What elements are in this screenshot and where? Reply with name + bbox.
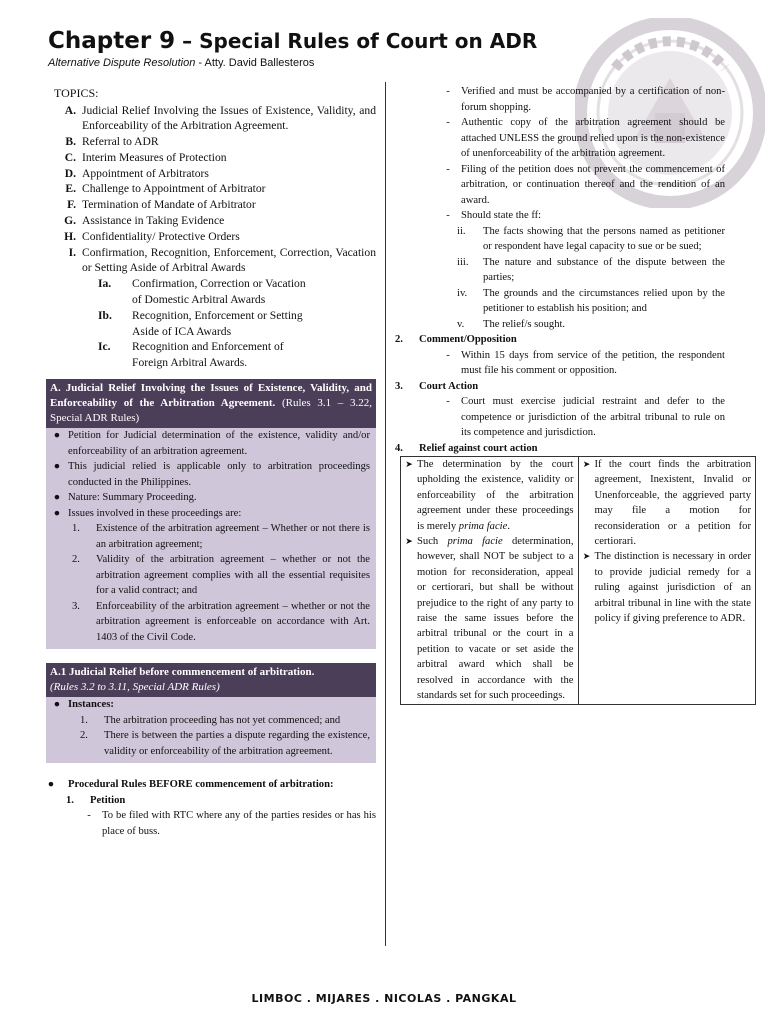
- roman-numeral: iii.: [457, 256, 469, 268]
- instance-text: The arbitration proceeding has not yet commenced; and: [104, 714, 341, 726]
- section-a-heading: A. Judicial Relief Involving the Issues of Existence, Validity, and Enforceability of the Arbitration Agreement. (Rules 3.1 – 3.22, Special ADR Rules): [46, 379, 376, 428]
- topic-text: Appointment of Arbitrators: [82, 166, 209, 180]
- relief-right-point: [579, 549, 752, 626]
- topic-item: [46, 213, 376, 229]
- relief-left-point: [401, 534, 574, 703]
- section-a-bullet: [46, 428, 376, 459]
- section-a-bullets: [46, 428, 376, 521]
- court-action-heading: 3. Court Action: [395, 380, 479, 392]
- topic-subtext: Recognition and Enforcement of Foreign Arbitral Awards.: [132, 340, 284, 370]
- topic-subtext: Recognition, Enforcement or Setting Aside of ICA Awards: [132, 308, 303, 338]
- petition-heading: 1. Petition: [66, 794, 126, 806]
- instance-item: [46, 713, 376, 729]
- topic-text: Referral to ADR: [82, 135, 159, 149]
- issue-item: [46, 552, 376, 599]
- topic-text: Judicial Relief Involving the Issues of Existence, Validity, and Enforceability of the Arbitration Agreement.: [82, 103, 376, 133]
- topic-letter: H.: [64, 229, 76, 243]
- relief-left-text: Such prima facie determination, however, shall NOT be subject to a motion for reconsideration, appeal or certiorari, but shall be without prejudice to the right of any party to raise the same issues before the arbitral tribunal or the court in a petition to vacate or set aside the arbitral award which shall be resolved in accordance with the standards set for such proceedings.: [417, 536, 574, 702]
- state-item: [405, 286, 725, 317]
- topic-subletter: Ib.: [98, 308, 112, 322]
- topic-item: [46, 166, 376, 182]
- relief-table: [400, 456, 756, 705]
- section-a-box: [46, 379, 376, 649]
- topic-text: Interim Measures of Protection: [82, 150, 227, 164]
- relief-left-cell: [401, 457, 579, 705]
- section-a-bullet: [46, 506, 376, 522]
- court-action-text: - Court must exercise judicial restraint and defer to the competence or jurisdiction of the arbitral tribunal to rule on its competence and jurisdiction.: [446, 396, 725, 438]
- topic-item: [46, 181, 376, 197]
- relief-right-cell: [578, 457, 756, 705]
- state-item: [405, 255, 725, 286]
- bullet-text: Petition for Judicial determination of the existence, validity and/or enforceability of an arbitration agreement.: [68, 430, 370, 457]
- arrow-bullet-icon: ➤: [582, 551, 591, 562]
- left-column: [46, 86, 376, 839]
- topic-subletter: Ic.: [98, 340, 111, 354]
- issue-text: Validity of the arbitration agreement – whether or not the arbitration agreement complies with all the essential requisites for a valid contract; and: [96, 554, 370, 597]
- relief-right-point: [579, 457, 752, 549]
- arrow-bullet-icon: ➤: [582, 459, 591, 469]
- comment-text: - Within 15 days from service of the petition, the respondent must file his comment or opposition.: [446, 349, 725, 376]
- page-subtitle: [48, 57, 314, 69]
- petition-state-items: [405, 224, 725, 333]
- bullet-icon: ●: [53, 507, 61, 519]
- relief-left-point: [401, 457, 574, 534]
- state-item: [405, 224, 725, 255]
- dash-mark: -: [446, 210, 450, 221]
- state-item: [405, 317, 725, 333]
- bullet-text: Nature: Summary Proceeding.: [68, 492, 197, 504]
- petition-point: [405, 115, 725, 162]
- topic-text: Confidentiality/ Protective Orders: [82, 229, 240, 243]
- topic-subitem: [46, 339, 376, 371]
- right-column: [395, 84, 751, 705]
- roman-numeral: iv.: [457, 287, 468, 299]
- instance-text: There is between the parties a dispute regarding the existence, validity or enforceability of the arbitration agreement.: [104, 730, 370, 757]
- issue-number: 2.: [72, 554, 80, 566]
- page-title: [48, 28, 537, 54]
- relief-right-text: The distinction is necessary in order to provide judicial remedy for a ruling against jurisdiction of an arbitral tribunal in line with the state policy if giving preference to ADR.: [594, 551, 751, 625]
- arrow-bullet-icon: ➤: [405, 536, 413, 547]
- topic-subitem: [46, 308, 376, 340]
- course-name: Alternative Dispute Resolution: [48, 57, 196, 69]
- topic-letter: C.: [64, 150, 76, 164]
- instance-item: [46, 728, 376, 759]
- topic-letter: G.: [64, 214, 76, 228]
- petition-filing: - To be filed with RTC where any of the parties resides or has his place of buss.: [87, 810, 376, 837]
- instance-number: 1.: [80, 714, 88, 726]
- relief-left-text: The determination by the court upholding the existence, validity or enforceability of the arbitration agreement under these proceedings is merely prima facie.: [417, 459, 574, 532]
- dash-mark: -: [446, 163, 450, 175]
- chapter-number: Chapter 9: [48, 28, 176, 54]
- topic-item: [46, 134, 376, 150]
- footer-authors: LIMBOC . MIJARES . NICOLAS . PANGKAL: [251, 992, 517, 1005]
- section-a1-heading: A.1 Judicial Relief before commencement of arbitration. (Rules 3.2 to 3.11, Special ADR Rules): [46, 663, 376, 697]
- topic-item: [46, 229, 376, 245]
- bullet-icon: ●: [53, 461, 61, 473]
- topic-text: Challenge to Appointment of Arbitrator: [82, 182, 266, 196]
- state-item-text: The grounds and the circumstances relied upon by the petitioner to establish his position; and: [483, 287, 725, 314]
- bullet-icon: ●: [53, 430, 61, 442]
- topic-item: [46, 197, 376, 213]
- section-a1-box: [46, 663, 376, 763]
- topic-letter: I.: [68, 245, 76, 259]
- issue-number: 1.: [72, 523, 80, 535]
- topic-subtext: Confirmation, Correction or Vacation of Domestic Arbitral Awards: [132, 277, 306, 307]
- procedural-heading: ● Procedural Rules BEFORE commencement of arbitration:: [47, 779, 334, 791]
- section-a-issues: [46, 521, 376, 645]
- bullet-text: This judicial relied is applicable only to arbitration proceedings conducted in the Philippines.: [68, 461, 370, 488]
- petition-point-text: Filing of the petition does not prevent the commencement of arbitration, or continuation thereof and the rendition of an award.: [461, 163, 725, 206]
- issue-item: [46, 521, 376, 552]
- procedural-rules: [46, 777, 376, 839]
- instances-bullet: ● Instances:: [53, 699, 114, 711]
- topics-heading: TOPICS:: [54, 86, 99, 100]
- dash-mark: -: [446, 117, 450, 128]
- petition-point-text: Should state the ff:: [461, 210, 542, 221]
- petition-point: [405, 208, 725, 224]
- topic-letter: E.: [65, 182, 76, 196]
- topics-list: [46, 103, 376, 372]
- topic-text: Termination of Mandate of Arbitrator: [82, 198, 256, 212]
- petition-points: [405, 84, 725, 224]
- issue-text: Enforceability of the arbitration agreement – whether or not the arbitration agreement is enforceable on accordance with Art. 1403 of the Civil Code.: [96, 600, 370, 643]
- state-item-text: The facts showing that the persons named as petitioner or respondent have legal capacity to sue or be sued;: [483, 225, 725, 252]
- chapter-title: – Special Rules of Court on ADR: [175, 29, 538, 53]
- section-a-bullet: [46, 459, 376, 490]
- topic-subitem: [46, 276, 376, 308]
- petition-point: [405, 162, 725, 209]
- topic-letter: A.: [64, 103, 76, 117]
- topic-text: Assistance in Taking Evidence: [82, 214, 225, 228]
- issue-number: 3.: [72, 600, 80, 612]
- topic-item: [46, 150, 376, 166]
- bullet-icon: ●: [53, 492, 61, 504]
- issue-item: [46, 599, 376, 646]
- roman-numeral: ii.: [457, 225, 466, 237]
- bullet-text: Issues involved in these proceedings are:: [68, 507, 242, 519]
- relief-right-text: If the court finds the arbitration agreement, Inexistent, Invalid or Unenforceable, the aggrieved party may file a motion for reconsideration or a petition for certiorari.: [594, 459, 751, 548]
- topic-text: Confirmation, Recognition, Enforcement, Correction, Vacation or Setting Aside of Arbitral Awards: [82, 245, 376, 275]
- petition-point-text: Verified and must be accompanied by a certification of non-forum shopping.: [461, 86, 725, 113]
- arrow-bullet-icon: ➤: [405, 459, 413, 469]
- topic-letter: D.: [64, 166, 76, 180]
- topic-letter: B.: [65, 135, 76, 149]
- author-name: - Atty. David Ballesteros: [195, 57, 315, 69]
- topic-item: [46, 103, 376, 135]
- section-a-bullet: [46, 490, 376, 506]
- petition-point: [405, 84, 725, 115]
- topic-subletter: Ia.: [98, 277, 112, 291]
- column-divider: [385, 82, 386, 946]
- topic-item: [46, 245, 376, 277]
- relief-heading: 4. Relief against court action: [395, 442, 538, 454]
- dash-mark: -: [446, 86, 450, 97]
- roman-numeral: v.: [457, 318, 465, 330]
- petition-point-text: Authentic copy of the arbitration agreement should be attached UNLESS the ground relied upon is the non-existence of unenforceability of the arbitration agreement.: [461, 117, 725, 159]
- instances-list: [46, 713, 376, 760]
- issue-text: Existence of the arbitration agreement – Whether or not there is an arbitration agreement;: [96, 523, 370, 550]
- state-item-text: The relief/s sought.: [483, 318, 566, 330]
- state-item-text: The nature and substance of the dispute between the parties;: [483, 256, 725, 283]
- instance-number: 2.: [80, 730, 88, 742]
- comment-heading: 2. Comment/Opposition: [395, 334, 517, 345]
- topic-letter: F.: [67, 198, 76, 212]
